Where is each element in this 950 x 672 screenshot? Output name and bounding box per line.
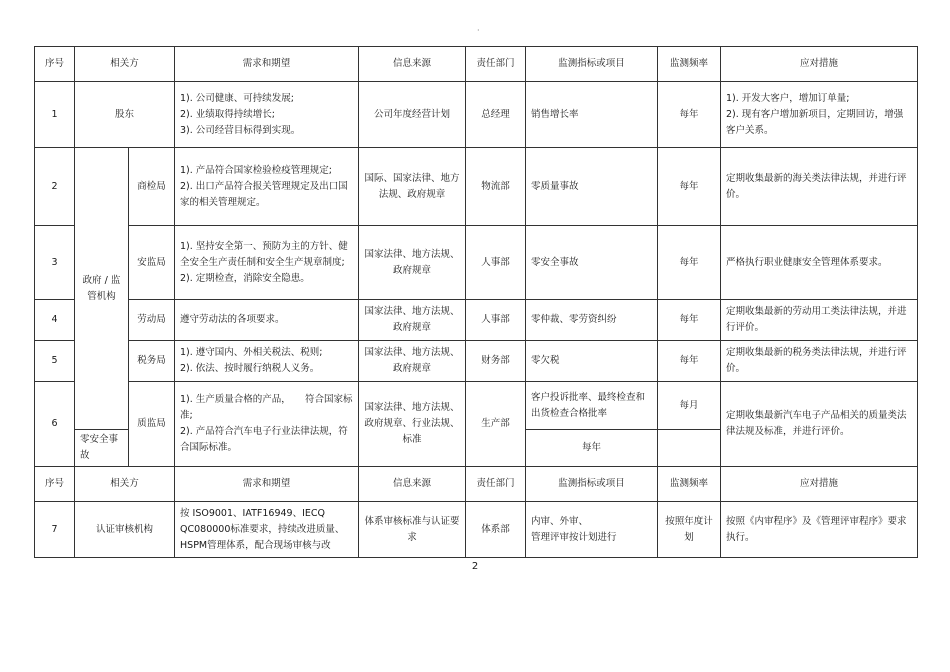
needs-cell: 1). 产品符合国家检验检疫管理规定; 2). 出口产品符合报关管理规定及出口国家的相关管理规定。 xyxy=(175,148,359,226)
row-number: 6 xyxy=(35,382,75,467)
table-header-row-repeat xyxy=(35,467,918,502)
header-cell: 序号 xyxy=(35,47,75,82)
party-cell: 商检局 xyxy=(129,148,175,226)
table-row xyxy=(35,300,918,341)
needs-cell: 1). 坚持安全第一、预防为主的方针、健全安全生产责任制和安全生产规章制度; 2). 定期检查，消除安全隐患。 xyxy=(175,226,359,300)
party-cell: 股东 xyxy=(75,82,175,148)
measures-cell: 定期收集最新汽车电子产品相关的质量类法律法规及标准，并进行评价。 xyxy=(721,382,918,467)
header-cell: 需求和期望 xyxy=(175,47,359,82)
measures-cell: 定期收集最新的海关类法律法规，并进行评价。 xyxy=(721,148,918,226)
indicator-cell: 零安全事故 xyxy=(526,226,658,300)
row-number: 7 xyxy=(35,502,75,558)
dept-cell: 物流部 xyxy=(466,148,526,226)
header-cell: 责任部门 xyxy=(466,47,526,82)
row-number: 3 xyxy=(35,226,75,300)
source-cell: 体系审核标准与认证要求 xyxy=(359,502,466,558)
row-number: 2 xyxy=(35,148,75,226)
row-number: 5 xyxy=(35,341,75,382)
table-row xyxy=(35,82,918,148)
needs-cell: 1). 遵守国内、外相关税法、税则; 2). 依法、按时履行纳税人义务。 xyxy=(175,341,359,382)
measures-cell: 定期收集最新的税务类法律法规，并进行评价。 xyxy=(721,341,918,382)
dept-cell: 生产部 xyxy=(466,382,526,467)
table-row xyxy=(35,382,918,430)
indicator-cell: 零仲裁、零劳资纠纷 xyxy=(526,300,658,341)
group-cell-government: 政府 / 监管机构 xyxy=(75,148,129,430)
source-cell: 国家法律、地方法规、政府规章 xyxy=(359,341,466,382)
indicator-cell: 零欠税 xyxy=(526,341,658,382)
header-cell: 责任部门 xyxy=(466,467,526,502)
needs-cell: 遵守劳动法的各项要求。 xyxy=(175,300,359,341)
frequency-cell: 每月 xyxy=(658,382,721,430)
needs-cell: 1). 公司健康、可持续发展; 2). 业绩取得持续增长; 3). 公司经营目标得到实现。 xyxy=(175,82,359,148)
header-cell: 监测频率 xyxy=(658,467,721,502)
header-cell: 相关方 xyxy=(75,467,175,502)
header-cell: 信息来源 xyxy=(359,467,466,502)
source-cell: 国家法律、地方法规、政府规章 xyxy=(359,300,466,341)
dept-cell: 人事部 xyxy=(466,226,526,300)
frequency-cell: 每年 xyxy=(658,82,721,148)
frequency-cell: 每年 xyxy=(658,148,721,226)
table-header-row xyxy=(35,47,918,82)
frequency-cell: 每年 xyxy=(658,341,721,382)
source-cell: 国家法律、地方法规、政府规章 xyxy=(359,226,466,300)
frequency-cell: 每年 xyxy=(658,300,721,341)
header-cell: 相关方 xyxy=(75,47,175,82)
needs-cell: 按 ISO9001、IATF16949、IECQ QC080000标准要求，持续改进质量、 HSPM管理体系，配合现场审核与改 xyxy=(175,502,359,558)
stakeholder-table xyxy=(34,46,918,558)
table-row xyxy=(35,226,918,300)
measures-cell: 1). 开发大客户，增加订单量; 2). 现有客户增加新项目，定期回访，增强客户关系。 xyxy=(721,82,918,148)
dept-cell: 体系部 xyxy=(466,502,526,558)
party-cell: 税务局 xyxy=(129,341,175,382)
indicator-cell: 销售增长率 xyxy=(526,82,658,148)
table-row xyxy=(35,341,918,382)
measures-cell: 定期收集最新的劳动用工类法律法规，并进行评价。 xyxy=(721,300,918,341)
row-number: 4 xyxy=(35,300,75,341)
party-cell: 劳动局 xyxy=(129,300,175,341)
indicator-cell: 客户投诉批率、最终检查和出货检查合格批率 xyxy=(526,382,658,430)
indicator-cell: 零安全事故 xyxy=(75,430,129,467)
source-cell: 公司年度经营计划 xyxy=(359,82,466,148)
header-cell: 需求和期望 xyxy=(175,467,359,502)
frequency-cell: 每年 xyxy=(658,226,721,300)
header-cell: 信息来源 xyxy=(359,47,466,82)
source-cell: 国家法律、地方法规、政府规章、行业法规、标准 xyxy=(359,382,466,467)
page-number: 2 xyxy=(471,561,479,572)
header-cell: 应对措施 xyxy=(721,47,918,82)
dept-cell: 总经理 xyxy=(466,82,526,148)
source-cell: 国际、国家法律、地方法规、政府规章 xyxy=(359,148,466,226)
scan-artifact-dot: · xyxy=(477,26,480,35)
dept-cell: 财务部 xyxy=(466,341,526,382)
needs-cell: 1). 生产质量合格的产品， 符合国家标准; 2). 产品符合汽车电子行业法律法规，符合国际标准。 xyxy=(175,382,359,467)
header-cell: 序号 xyxy=(35,467,75,502)
header-cell: 应对措施 xyxy=(721,467,918,502)
measures-cell: 按照《内审程序》及《管理评审程序》要求执行。 xyxy=(721,502,918,558)
dept-cell: 人事部 xyxy=(466,300,526,341)
table-row xyxy=(35,502,918,558)
header-cell: 监测指标或项目 xyxy=(526,47,658,82)
header-cell: 监测频率 xyxy=(658,47,721,82)
party-cell: 安监局 xyxy=(129,226,175,300)
row-number: 1 xyxy=(35,82,75,148)
party-cell: 质监局 xyxy=(129,382,175,467)
frequency-cell: 每年 xyxy=(526,430,658,467)
indicator-cell: 零质量事故 xyxy=(526,148,658,226)
frequency-cell: 按照年度计划 xyxy=(658,502,721,558)
indicator-cell: 内审、外审、 管理评审按计划进行 xyxy=(526,502,658,558)
party-cell: 认证审核机构 xyxy=(75,502,175,558)
table-row xyxy=(35,148,918,226)
measures-cell: 严格执行职业健康安全管理体系要求。 xyxy=(721,226,918,300)
header-cell: 监测指标或项目 xyxy=(526,467,658,502)
